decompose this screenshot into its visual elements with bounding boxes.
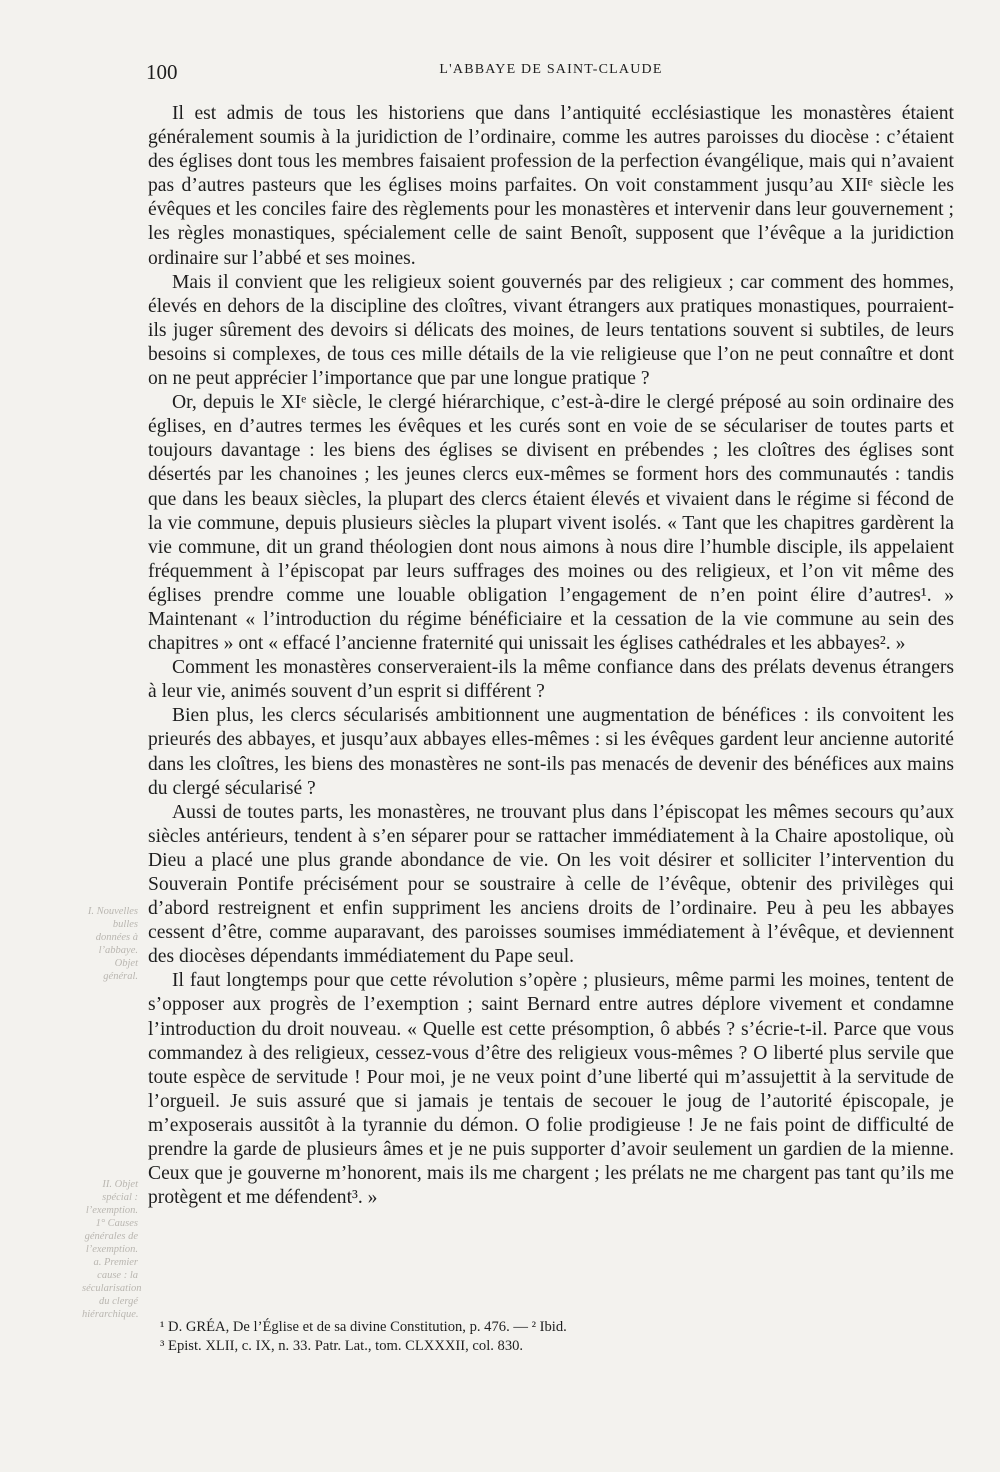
paragraph: Il est admis de tous les historiens que dans l’antiquité ecclésiastique les monastères étaient généralement soumis à la juridiction de l’ordinaire, comme les autres paroisses du diocèse : c’étaient des églises dont tous les membres faisaient profession de la perfection évangélique, mais qui n’avaient pas d’autres pasteurs que les églises moins parfaites. On voit constamment jusqu’au XIIᵉ siècle les évêques et les conciles faire des règlements pour les monastères et intervenir dans leur gouvernement ; les règles monastiques, spécialement celle de saint Benoît, supposent que l’évêque a la juridiction ordinaire sur l’abbé et ses moines.	[148, 103, 954, 269]
paragraph: Or, depuis le XIᵉ siècle, le clergé hiérarchique, c’est-à-dire le clergé préposé au soin ordinaire des églises, en d’autres termes les évêques et les curés sont en voie de se séculariser de toutes parts et toujours davantage : les biens des églises se divisent en prébendes ; les cloîtres des églises sont désertés par les chanoines ; les jeunes clercs eux-mêmes se forment hors des communautés : tandis que dans les beaux siècles, la plupart des clercs étaient élevés et vivaient dans le régime si fécond de la vie commune, depuis plusieurs siècles la plupart vivent isolés. « Tant que les chapitres gardèrent la vie commune, dit un grand théologien dont nous aimons à nous dire l’humble disciple, ils appelaient fréquemment à l’épiscopat par leurs suffrages des moines ou des religieux, et l’on vit même des églises prendre comme une louable obligation l’engagement de n’en point élire d’autres¹. » Maintenant « l’introduction du régime bénéficiaire et la cessation de la vie commune au sein des chapitres » ont « effacé l’ancienne fraternité qui unissait les églises cathédrales et les abbayes². »	[148, 392, 954, 655]
running-title: L'ABBAYE DE SAINT-CLAUDE	[439, 62, 663, 77]
main-text	[148, 102, 954, 1210]
footnote: ³ Epist. XLII, c. IX, n. 33. Patr. Lat., tom. CLXXXII, col. 830.	[160, 1338, 524, 1354]
paragraph: Comment les monastères conserveraient-ils la même confiance dans des prélats devenus étrangers à leur vie, animés souvent d’un esprit si différent ?	[148, 657, 954, 703]
margin-note: II. Objet spécial : l’exemption. 1° Causes générales de l’exemption. a. Premier cause : la sécularisation du clergé hiérarchique.	[82, 1179, 142, 1320]
footnote: ¹ D. GRÉA, De l’Église et de sa divine Constitution, p. 476. — ² Ibid.	[160, 1319, 567, 1335]
paragraph: Bien plus, les clercs sécularisés ambitionnent une augmentation de bénéfices : ils convoitent les prieurés des abbayes, et jusqu’aux abbayes elles-mêmes : si les évêques gardent leur ancienne autorité dans les cloîtres, les biens des monastères ne sont-ils pas menacés de devenir des bénéfices aux mains du clergé sécularisé ?	[148, 705, 954, 799]
paragraph: Aussi de toutes parts, les monastères, ne trouvant plus dans l’épiscopat les mêmes secours qu’aux siècles antérieurs, tendent à s’en séparer pour se rattacher immédiatement à la Chaire apostolique, où Dieu a placé une plus grande abondance de vie. On les voit désirer et solliciter l’intervention du Souverain Pontife précisément pour se soustraire à celle de l’évêque, obtenir des privilèges qui d’abord restreignent et enfin suppriment les anciens droits de l’ordinaire. Peu à peu les abbayes cessent d’être, comme auparavant, des paroisses soumises immédiatement à l’évêque, et deviennent des diocèses dépendants immédiatement du Pape seul.	[148, 801, 954, 968]
margin-note: I. Nouvelles bulles données à l’abbaye. Objet général.	[87, 906, 138, 982]
paragraph: Mais il convient que les religieux soient gouvernés par des religieux ; car comment des hommes, élevés en dehors de la discipline des cloîtres, vivant étrangers aux pratiques monastiques, pourraient-ils juger sûrement des devoirs si délicats des moines, de leurs tentations souvent si subtiles, de leurs besoins si complexes, de tous ces mille détails de la vie religieuse que l’on ne peut connaître et dont on ne peut apprécier l’importance que par une longue pratique ?	[148, 271, 954, 390]
paragraph: Il faut longtemps pour que cette révolution s’opère ; plusieurs, même parmi les moines, tentent de s’opposer aux progrès de l’exemption ; saint Bernard entre autres déplore vivement et condamne l’introduction du droit nouveau. « Quelle est cette présomption, ô abbés ? s’écrie-t-il. Parce que vous commandez à des religieux, cessez-vous d’être des religieux vous-mêmes ? O liberté plus servile que toute espèce de servitude ! Pour moi, je ne veux point d’une liberté qui m’assujettit à la servitude de l’orgueil. Je suis assuré que si jamais je tentais de secouer le joug de l’autorité épiscopale, je m’exposerais aussitôt à la tyrannie du démon. O folie prodigieuse ! Je ne fais point de difficulté de prendre la garde de plusieurs âmes et je ne puis supporter d’avoir seulement un gardien de la mienne. Ceux que je gouverne m’honorent, mais ils me chargent ; les prélats ne me chargent pas tant qu’ils me protègent et me défendent³. »	[148, 970, 954, 1209]
page-number: 100	[146, 60, 178, 84]
footnotes	[160, 1318, 954, 1356]
page-header	[146, 60, 956, 90]
